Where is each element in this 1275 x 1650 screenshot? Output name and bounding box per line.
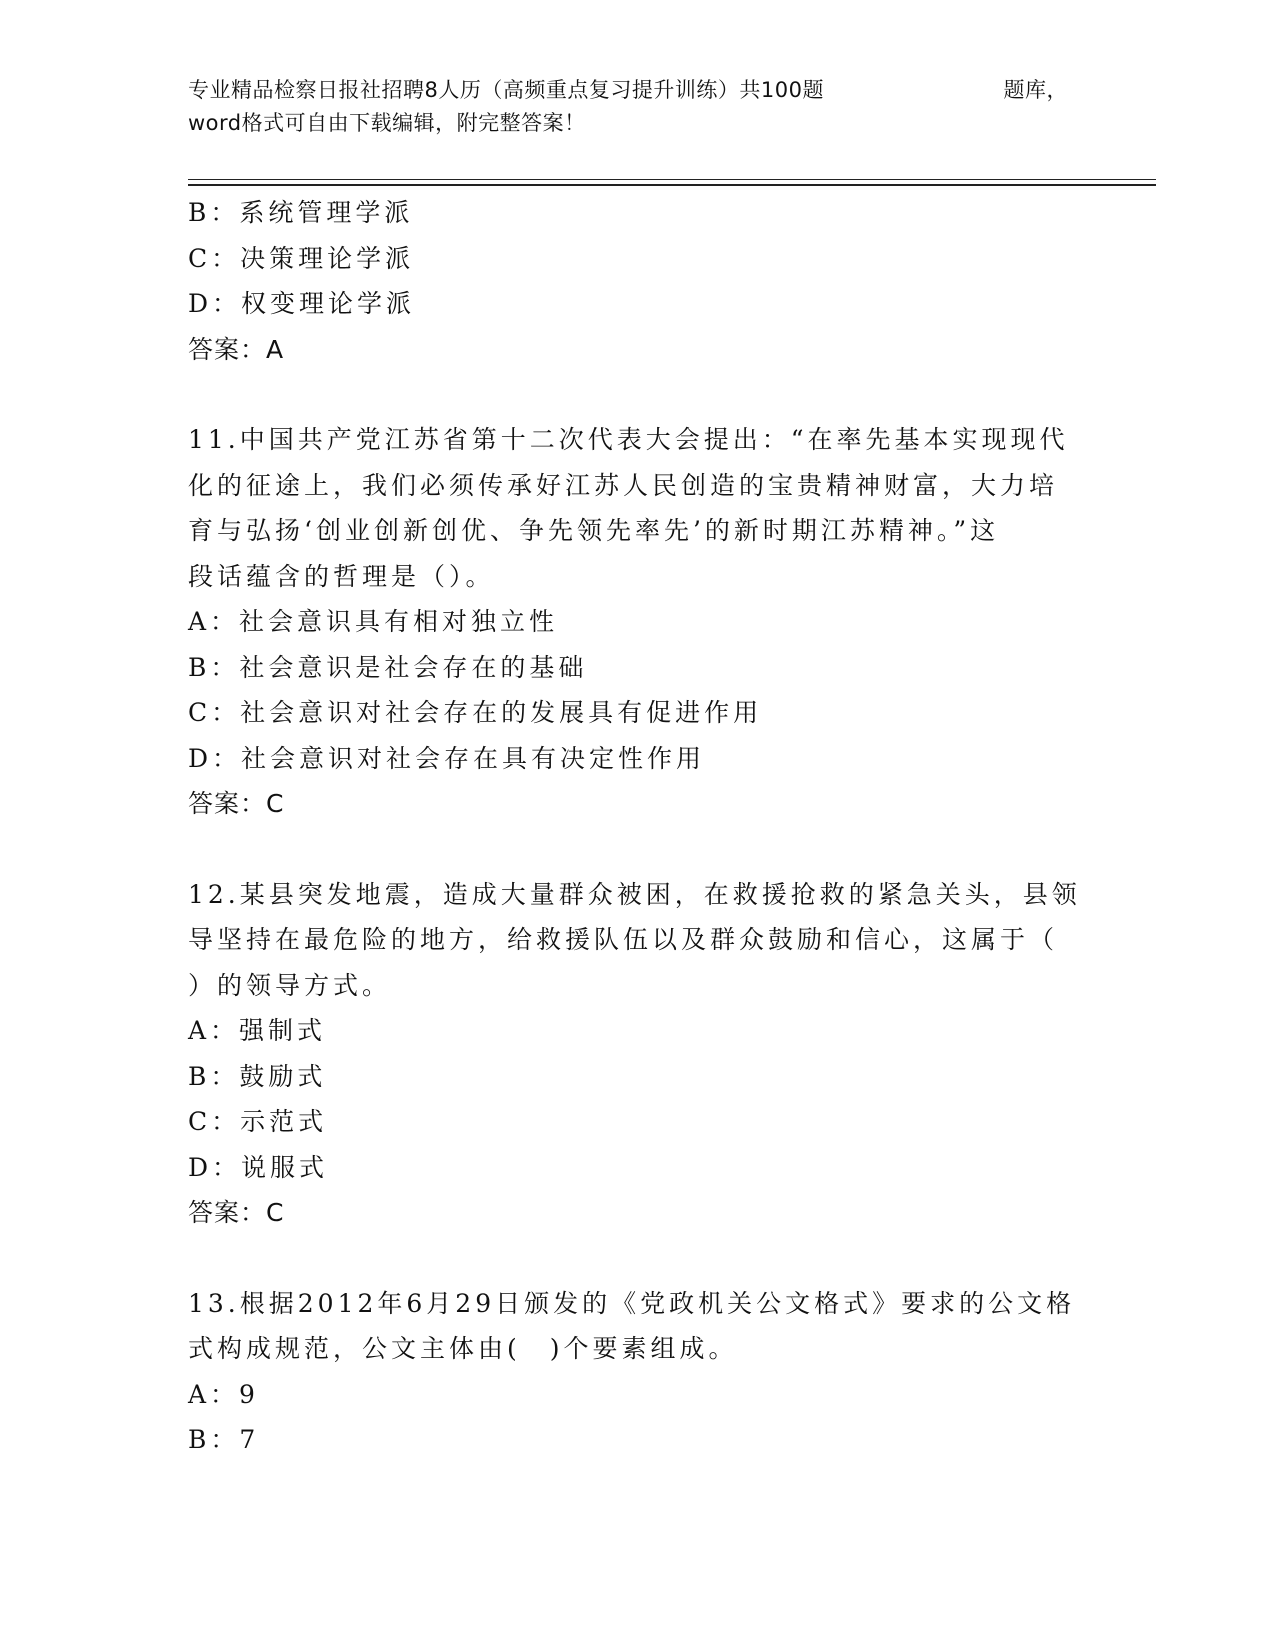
document-body bbox=[188, 190, 1088, 1463]
option-b: B：7 bbox=[188, 1425, 260, 1454]
option-a: A：9 bbox=[188, 1379, 259, 1409]
question-stem-line: 化的征途上，我们必须传承好江苏人民创造的宝贵精神财富，大力培 bbox=[188, 470, 1059, 500]
option-a: A：强制式 bbox=[188, 1016, 327, 1045]
answer-line: 答案：C bbox=[188, 1198, 285, 1227]
header-divider-thick bbox=[188, 184, 1156, 186]
question-stem-line: 式构成规范，公文主体由( )个要素组成。 bbox=[188, 1334, 738, 1363]
question-stem-line: 导坚持在最危险的地方，给救援队伍以及群众鼓励和信心，这属于（ bbox=[188, 925, 1059, 954]
option-d: D：说服式 bbox=[188, 1152, 329, 1182]
question-spacer bbox=[188, 372, 1088, 417]
question-stem-line: 育与弘扬‘创业创新创优、争先领先率先’的新时期江苏精神。”这 bbox=[188, 516, 1000, 545]
page-header bbox=[188, 74, 1068, 140]
header-title: 专业精品检察日报社招聘8人历（高频重点复习提升训练）共100题 bbox=[188, 78, 824, 102]
option-d: D：权变理论学派 bbox=[188, 289, 416, 318]
question-11 bbox=[188, 417, 1088, 827]
answer-line: 答案：A bbox=[188, 334, 285, 364]
question-10-tail bbox=[188, 190, 1088, 372]
option-d: D：社会意识对社会存在具有决定性作用 bbox=[188, 743, 706, 773]
header-line-1 bbox=[188, 74, 1068, 107]
question-spacer bbox=[188, 827, 1088, 872]
question-13 bbox=[188, 1281, 1088, 1463]
question-spacer bbox=[188, 1236, 1088, 1281]
question-stem-line: 段话蕴含的哲理是（）。 bbox=[188, 561, 495, 591]
option-b: B：鼓励式 bbox=[188, 1061, 327, 1091]
question-stem-line: 13.根据2012年6月29日颁发的《党政机关公文格式》要求的公文格 bbox=[188, 1288, 1076, 1318]
header-divider-thin bbox=[188, 179, 1156, 180]
question-stem-line: 11.中国共产党江苏省第十二次代表大会提出：“在率先基本实现现代 bbox=[188, 425, 1069, 454]
option-b: B：系统管理学派 bbox=[188, 198, 414, 227]
question-stem-line: 12.某县突发地震，造成大量群众被困，在救援抢救的紧急关头，县领 bbox=[188, 879, 1081, 909]
option-b: B：社会意识是社会存在的基础 bbox=[188, 652, 588, 682]
option-c: C：示范式 bbox=[188, 1107, 328, 1136]
question-stem-line: ）的领导方式。 bbox=[188, 970, 392, 1000]
question-12 bbox=[188, 872, 1088, 1236]
option-c: C：决策理论学派 bbox=[188, 243, 415, 273]
header-line-2: word格式可自由下载编辑，附完整答案！ bbox=[188, 111, 586, 135]
option-a: A：社会意识具有相对独立性 bbox=[188, 607, 559, 636]
option-c: C：社会意识对社会存在的发展具有促进作用 bbox=[188, 698, 763, 727]
answer-line: 答案：C bbox=[188, 789, 285, 818]
header-title-suffix: 题库， bbox=[1003, 78, 1068, 102]
